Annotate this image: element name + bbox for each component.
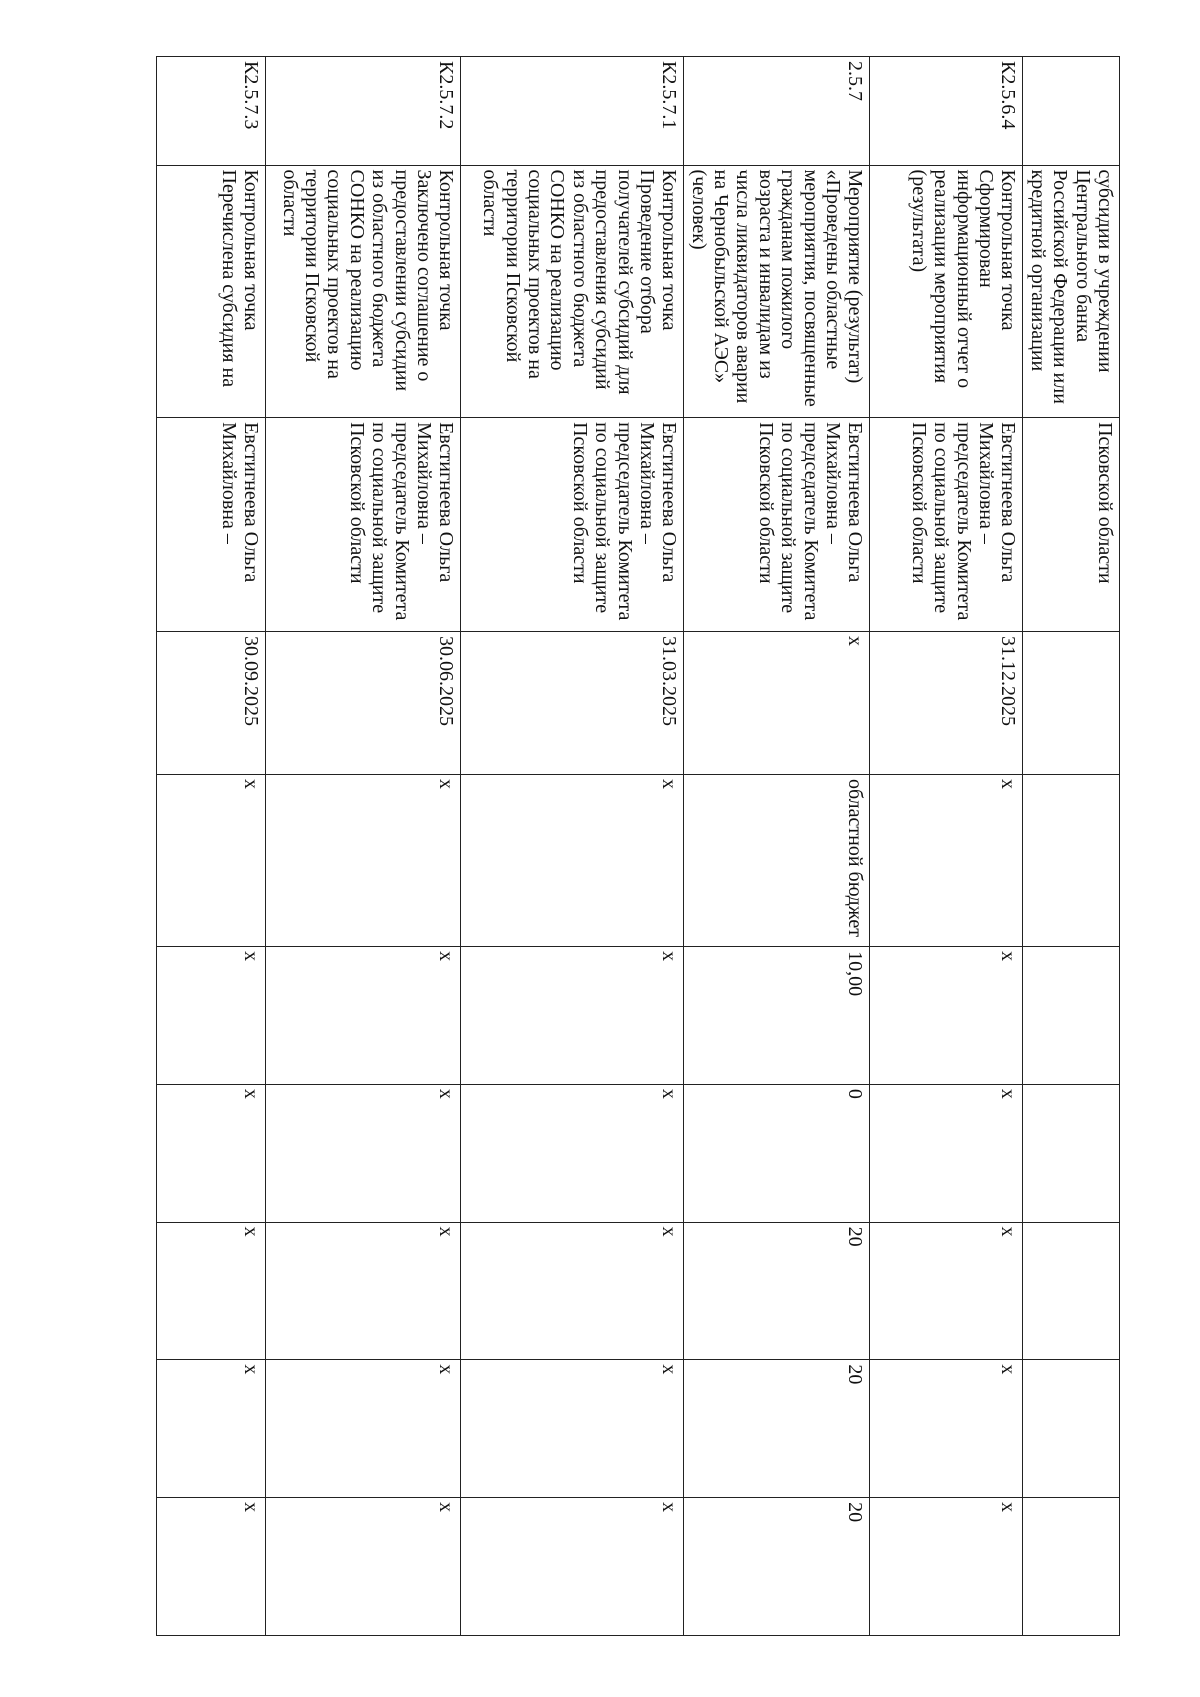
- row-source: х: [461, 774, 684, 946]
- row-value-2: х: [266, 1084, 461, 1222]
- row-value-5: 20: [684, 1498, 870, 1636]
- row-name: Контрольная точка Заключено соглашение о предоставлении субсидии из областного бюджета СОНКО на реализацию социальных проектов на территории Псковской области: [266, 165, 461, 418]
- row-number: [1023, 57, 1120, 166]
- row-value-2: х: [870, 1084, 1023, 1222]
- row-date: 31.03.2025: [461, 632, 684, 775]
- table-row: [684, 57, 870, 1636]
- row-value-1: 10,00: [684, 947, 870, 1085]
- row-responsible: Евстигнеева Ольга Михайловна – председатель Комитета по социальной защите Псковской области: [870, 418, 1023, 632]
- row-value-5: х: [157, 1498, 266, 1636]
- row-source: х: [157, 774, 266, 946]
- row-responsible: Евстигнеева Ольга Михайловна – председатель Комитета по социальной защите Псковской области: [684, 418, 870, 632]
- row-value-4: х: [461, 1360, 684, 1498]
- row-responsible: Псковской области: [1023, 418, 1120, 632]
- row-value-1: х: [461, 947, 684, 1085]
- row-responsible: Евстигнеева Ольга Михайловна – председатель Комитета по социальной защите Псковской области: [461, 418, 684, 632]
- row-source: х: [266, 774, 461, 946]
- row-value-2: х: [157, 1084, 266, 1222]
- row-number: К2.5.6.4: [870, 57, 1023, 166]
- row-responsible: Евстигнеева Ольга Михайловна – председатель Комитета по социальной защите Псковской области: [266, 418, 461, 632]
- row-value-3: х: [461, 1222, 684, 1360]
- row-name: Контрольная точка Перечислена субсидия на: [157, 165, 266, 418]
- row-value-1: х: [157, 947, 266, 1085]
- row-name: Мероприятие (результат) «Проведены областные мероприятия, посвященные гражданам пожилого возраста и инвалидам из числа ликвидаторов аварии на Чернобыльской АЭС» (человек): [684, 165, 870, 418]
- row-number: К2.5.7.2: [266, 57, 461, 166]
- row-date: 31.12.2025: [870, 632, 1023, 775]
- row-value-4: 20: [684, 1360, 870, 1498]
- row-source: х: [870, 774, 1023, 946]
- row-date: 30.06.2025: [266, 632, 461, 775]
- row-value-1: [1023, 947, 1120, 1085]
- row-value-5: х: [266, 1498, 461, 1636]
- row-value-4: х: [157, 1360, 266, 1498]
- row-source: областной бюджет: [684, 774, 870, 946]
- table-row: [461, 57, 684, 1636]
- table-row: [870, 57, 1023, 1636]
- row-date: [1023, 632, 1120, 775]
- row-value-1: х: [870, 947, 1023, 1085]
- row-name: Контрольная точка Проведение отбора получателей субсидий для предоставления субсидий из областного бюджета СОНКО на реализацию социальных проектов на территории Псковской области: [461, 165, 684, 418]
- row-value-3: [1023, 1222, 1120, 1360]
- row-name: субсидии в учреждении Центрального банка Российской Федерации или кредитной организации: [1023, 165, 1120, 418]
- row-name: Контрольная точка Сформирован информационный отчет о реализации мероприятия (результата): [870, 165, 1023, 418]
- plan-table: [156, 56, 1120, 1636]
- row-number: 2.5.7: [684, 57, 870, 166]
- row-value-2: 0: [684, 1084, 870, 1222]
- row-responsible: Евстигнеева Ольга Михайловна –: [157, 418, 266, 632]
- table-row: [266, 57, 461, 1636]
- row-value-3: 20: [684, 1222, 870, 1360]
- row-value-5: х: [870, 1498, 1023, 1636]
- row-date: х: [684, 632, 870, 775]
- row-value-3: х: [870, 1222, 1023, 1360]
- row-value-3: х: [266, 1222, 461, 1360]
- row-value-1: х: [266, 947, 461, 1085]
- row-date: 30.09.2025: [157, 632, 266, 775]
- row-value-4: х: [266, 1360, 461, 1498]
- rotated-table-sheet: [170, 56, 1120, 1636]
- row-value-2: х: [461, 1084, 684, 1222]
- table-row: [157, 57, 266, 1636]
- row-value-5: х: [461, 1498, 684, 1636]
- row-number: К2.5.7.1: [461, 57, 684, 166]
- row-value-2: [1023, 1084, 1120, 1222]
- row-value-4: [1023, 1360, 1120, 1498]
- row-source: [1023, 774, 1120, 946]
- table-row: [1023, 57, 1120, 1636]
- row-value-5: [1023, 1498, 1120, 1636]
- row-value-4: х: [870, 1360, 1023, 1498]
- row-value-3: х: [157, 1222, 266, 1360]
- row-number: К2.5.7.3: [157, 57, 266, 166]
